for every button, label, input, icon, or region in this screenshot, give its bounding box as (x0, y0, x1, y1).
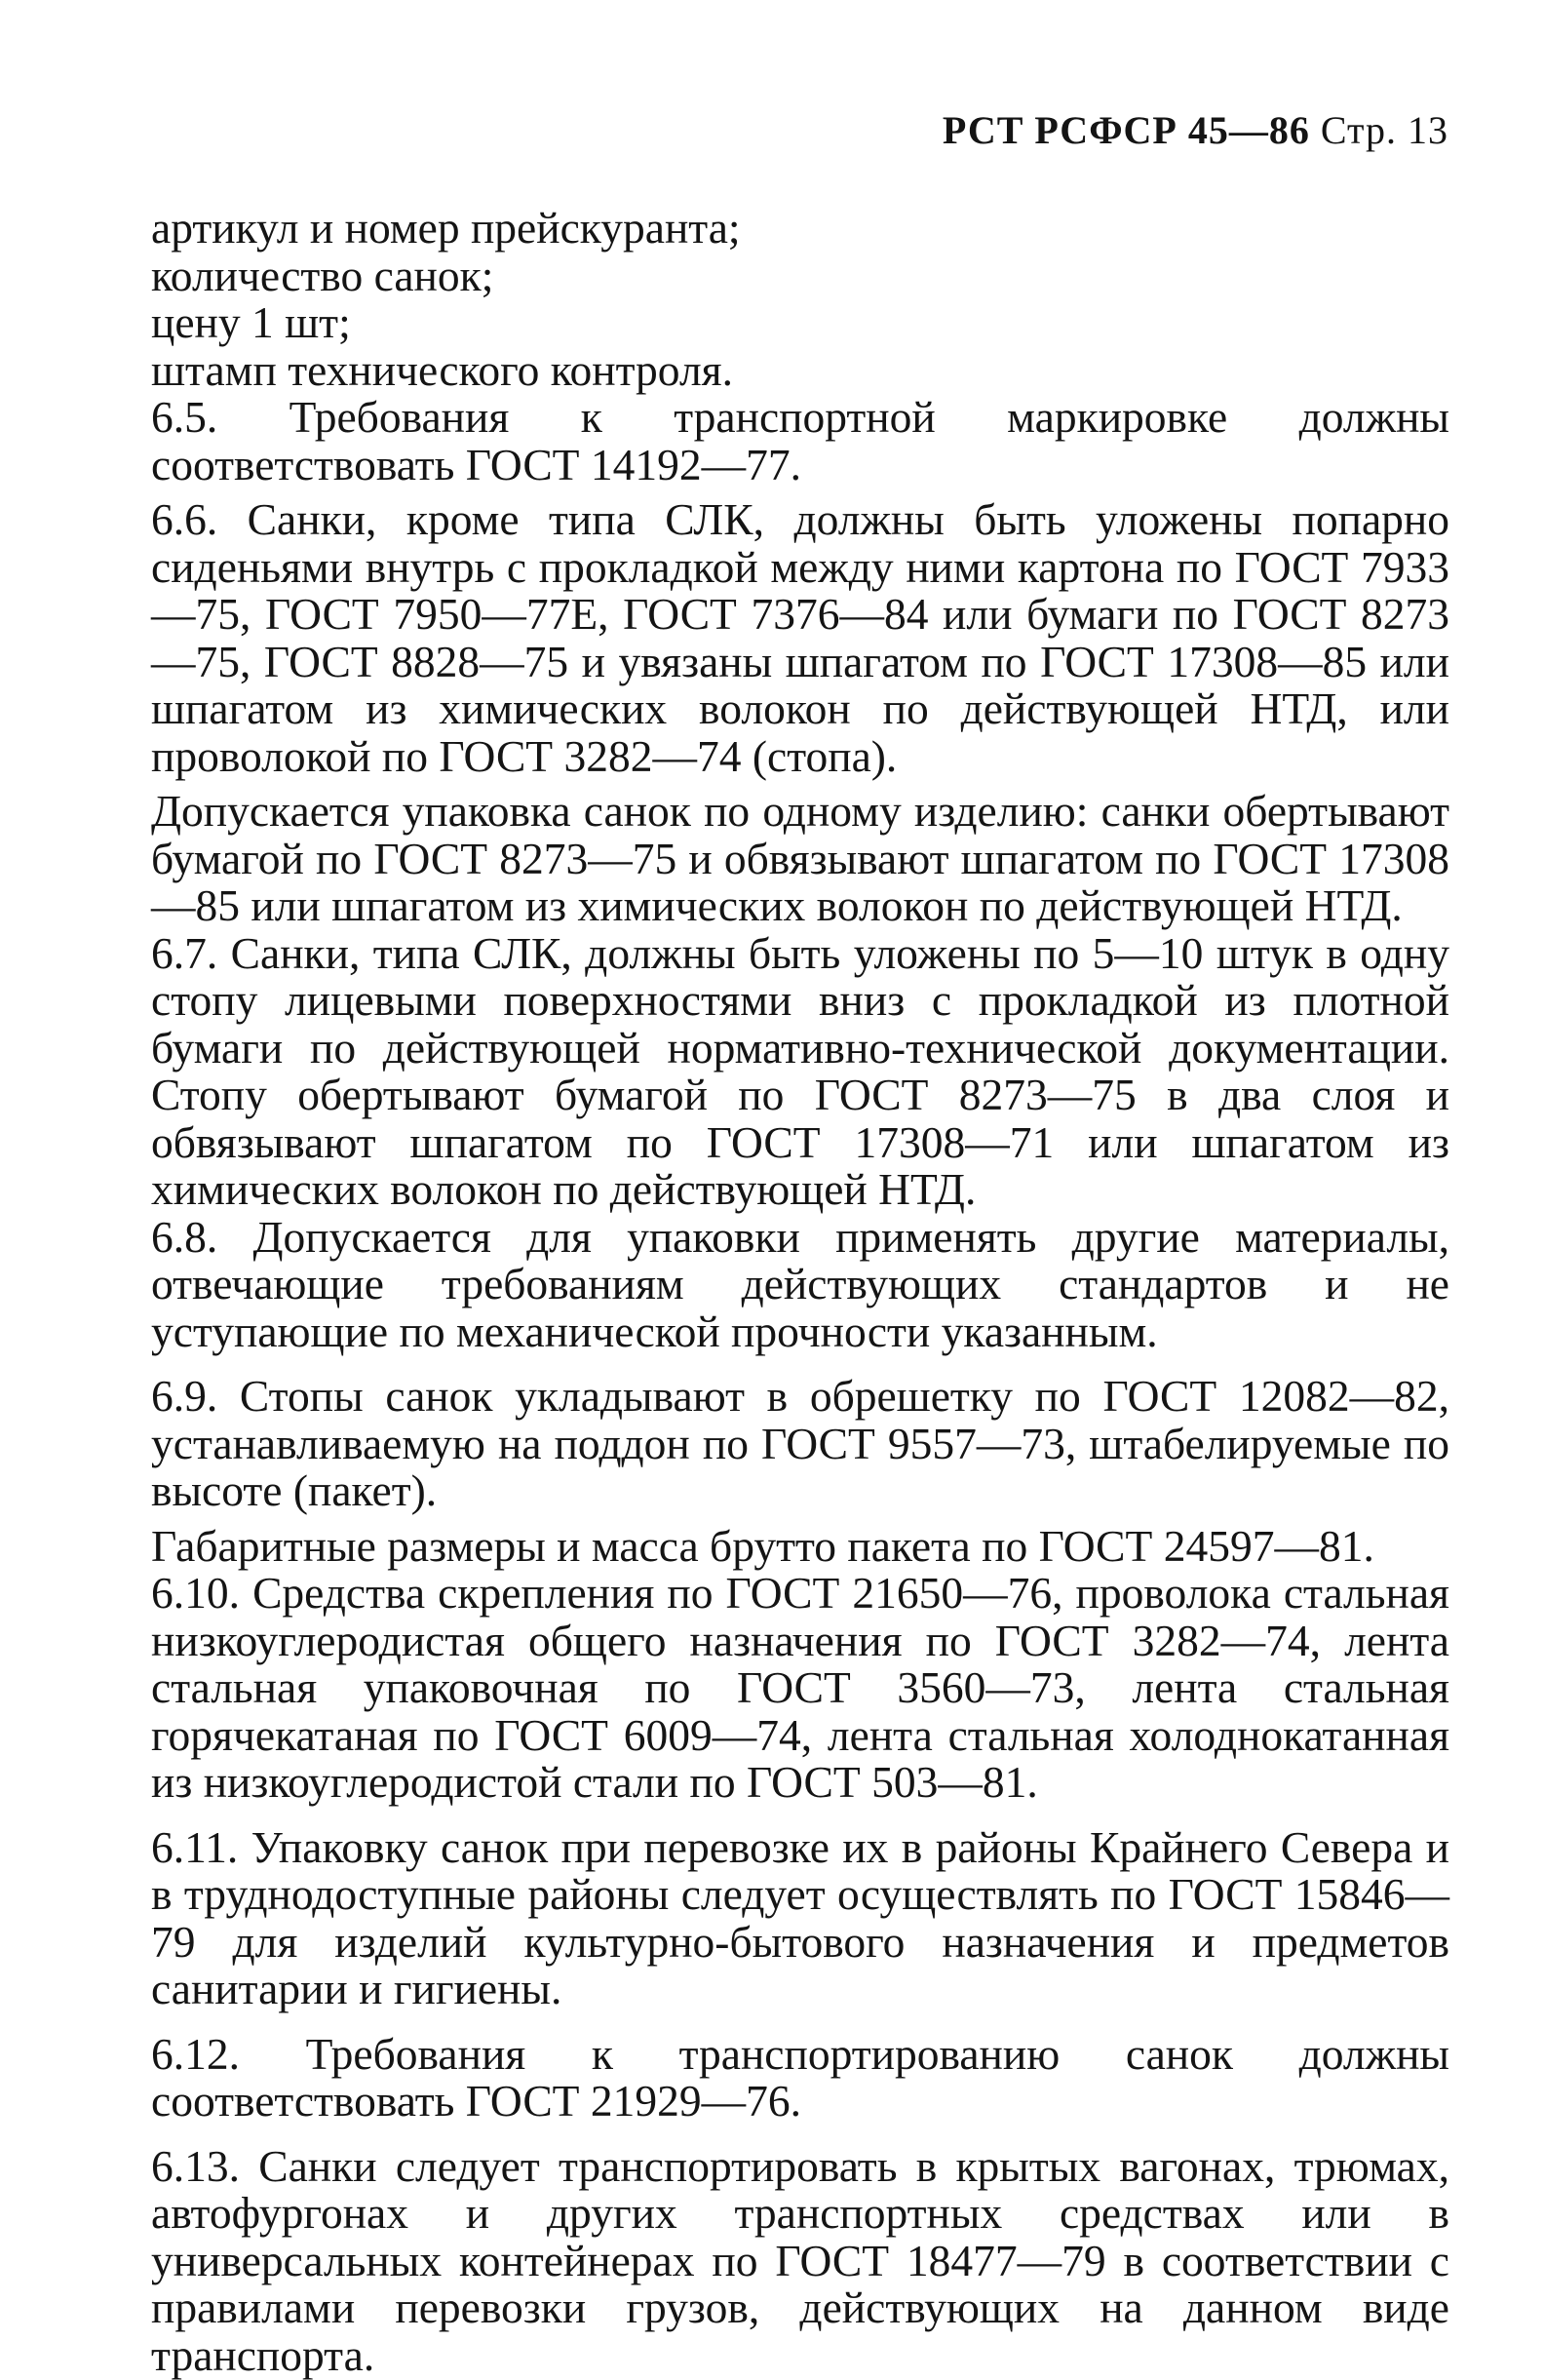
paragraph-6-9: 6.9. Стопы санок укладывают в обрешетку по ГОСТ 12082—82, устанавливаемую на поддон по ГОСТ 9557—73, штабелируемые по высоте (пакет). (151, 1371, 1449, 1515)
paragraph-6-7: 6.7. Санки, типа СЛК, должны быть уложены по 5—10 штук в одну стопу лицевыми поверхностями вниз с прокладкой из плотной бумаги по действующей нормативно-технической документации. Стопу обертывают бумагой по ГОСТ 8273—75 в два слоя и обвязывают шпагатом по ГОСТ 17308—71 или шпагатом из химических волокон по действующей НТД. (151, 927, 1449, 1214)
list-item: штамп технического контроля. (151, 344, 733, 395)
marking-list (151, 205, 1449, 394)
list-item: количество санок; (151, 250, 494, 300)
list-item: цену 1 шт; (151, 297, 351, 347)
paragraph-6-12: 6.12. Требования к транспортированию санок должны соответствовать ГОСТ 21929—76. (151, 2028, 1449, 2126)
paragraph-6-6-allowance: Допускается упаковка санок по одному изделию: санки обертывают бумагой по ГОСТ 8273—75 и обвязывают шпагатом по ГОСТ 17308—85 или шпагатом из химических волокон по действующей НТД. (151, 786, 1449, 930)
list-item: артикул и номер прейскуранта; (151, 203, 741, 253)
paragraph-6-11: 6.11. Упаковку санок при перевозке их в районы Крайнего Севера и в труднодоступные районы следует осуществлять по ГОСТ 15846—79 для изделий культурно-бытового назначения и предметов санитарии и гигиены. (151, 1821, 1449, 2013)
paragraph-6-13: 6.13. Санки следует транспортировать в крытых вагонах, трюмах, автофургонах и других транспортных средствах или в универсальных контейнерах по ГОСТ 18477—79 в соответствии с правилами перевозки грузов, действующих на данном виде транспорта. (151, 2140, 1449, 2380)
paragraph-6-10: 6.10. Средства скрепления по ГОСТ 21650—76, проволока стальная низкоуглеродистая общего назначения по ГОСТ 3282—74, лента стальная упаковочная по ГОСТ 3560—73, лента стальная горячекатаная по ГОСТ 6009—74, лента стальная холоднокатанная из низкоуглеродистой стали по ГОСТ 503—81. (151, 1568, 1449, 1807)
page-header (943, 107, 1448, 153)
document-body (151, 205, 1449, 2379)
standard-code: РСТ РСФСР 45—86 (942, 108, 1310, 152)
page-number: Стр. 13 (1320, 108, 1448, 152)
paragraph-6-5: 6.5. Требования к транспортной маркировке должны соответствовать ГОСТ 14192—77. (151, 392, 1449, 489)
paragraph-6-9-dimensions: Габаритные размеры и масса брутто пакета по ГОСТ 24597—81. (151, 1520, 1374, 1571)
paragraph-6-6: 6.6. Санки, кроме типа СЛК, должны быть уложены попарно сиденьями внутрь с прокладкой между ними картона по ГОСТ 7933—75, ГОСТ 7950—77Е, ГОСТ 7376—84 или бумаги по ГОСТ 8273—75, ГОСТ 8828—75 и увязаны шпагатом по ГОСТ 17308—85 или шпагатом из химических волокон по действующей НТД, или проволокой по ГОСТ 3282—74 (стопа). (151, 494, 1449, 781)
paragraph-6-8: 6.8. Допускается для упаковки применять другие материалы, отвечающие требованиям действующих стандартов и не уступающие по механической прочности указанным. (151, 1211, 1449, 1356)
